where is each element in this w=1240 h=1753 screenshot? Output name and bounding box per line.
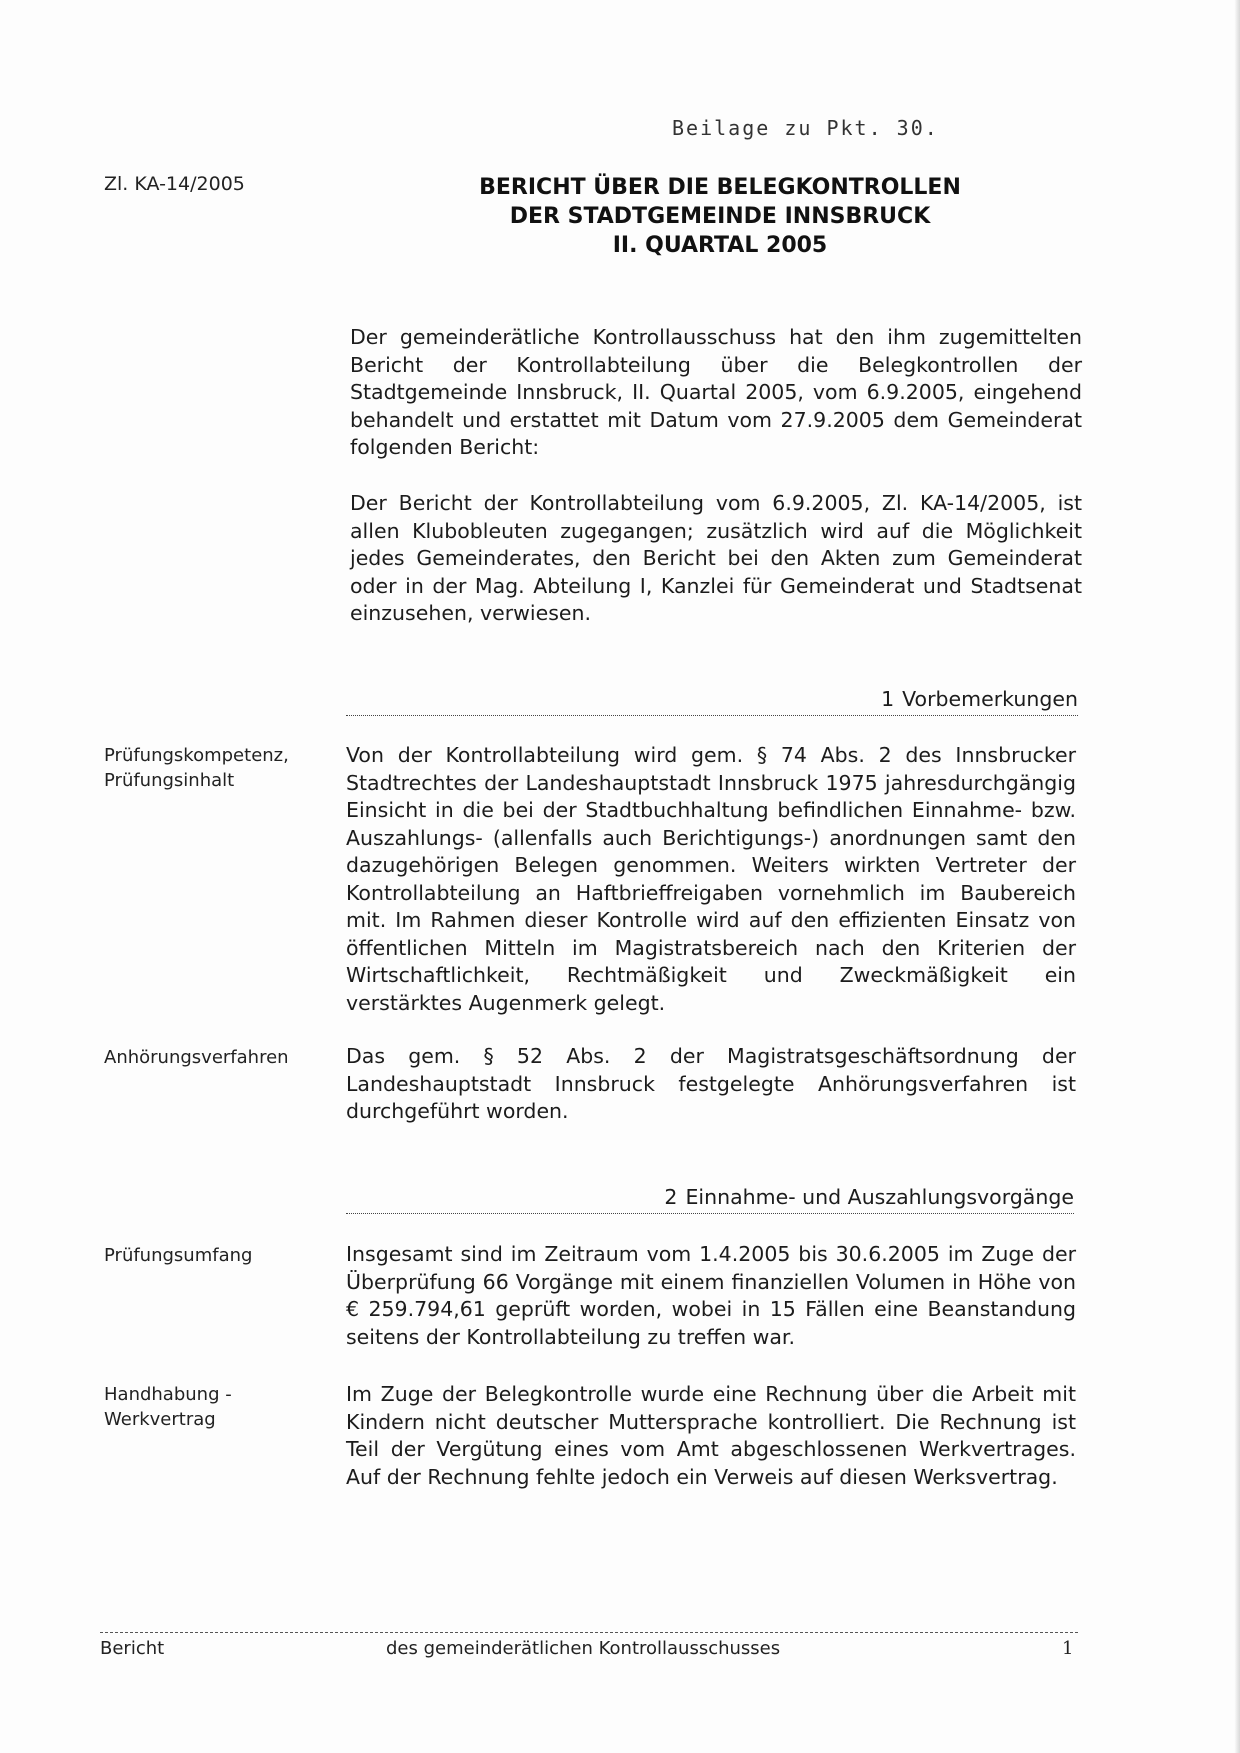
title-line-3: II. QUARTAL 2005 xyxy=(612,233,828,258)
intro-paragraph-1: Der gemeinderätliche Kontrollausschuss hat den ihm zugemittelten Bericht der Kontrollabteilung über die Belegkontrollen der Stadtgemeinde Innsbruck, II. Quartal 2005, vom 6.9.2005, eingehend behandelt und erstattet mit Datum vom 27.9.2005 dem Gemeinderat folgenden Bericht: xyxy=(350,325,1082,459)
paragraph-handhabung-werkvertrag: Im Zuge der Belegkontrolle wurde eine Rechnung über die Arbeit mit Kindern nicht deutscher Muttersprache kontrolliert. Die Rechnung ist Teil der Vergütung eines vom Amt abgeschlossenen Werkvertrages. Auf der Rechnung fehlte jedoch ein Verweis auf diesen Werksvertrag. xyxy=(346,1382,1076,1489)
side-label-pruefungsumfang: Prüfungsumfang xyxy=(104,1245,253,1266)
footer-divider xyxy=(100,1632,1078,1633)
footer-left-text: Bericht xyxy=(100,1638,165,1659)
title-line-2: DER STADTGEMEINDE INNSBRUCK xyxy=(509,204,931,229)
intro-paragraph-2: Der Bericht der Kontrollabteilung vom 6.9.2005, Zl. KA-14/2005, ist allen Klubobleuten zugegangen; zusätzlich wird auf die Möglichkeit jedes Gemeinderates, den Bericht bei den Akten zum Gemeinderat oder in der Mag. Abteilung I, Kanzlei für Gemeinderat und Stadtsenat einzusehen, verwiesen. xyxy=(350,491,1082,625)
page-number: 1 xyxy=(1062,1638,1074,1659)
title-line-1: BERICHT ÜBER DIE BELEGKONTROLLEN xyxy=(479,175,961,200)
section-1-number: 1 xyxy=(881,687,895,711)
side-label-pruefungskompetenz: Prüfungskompetenz, Prüfungsinhalt xyxy=(104,745,289,791)
section-2-number: 2 xyxy=(664,1185,678,1209)
section-2-title: Einnahme- und Auszahlungsvorgänge xyxy=(685,1185,1074,1209)
document-title xyxy=(420,173,1020,260)
scan-edge-shadow xyxy=(1234,0,1240,1753)
footer-center-text: des gemeinderätlichen Kontrollausschusses xyxy=(386,1638,781,1659)
side-label-anhoerungsverfahren: Anhörungsverfahren xyxy=(104,1047,289,1068)
attachment-stamp: Beilage zu Pkt. 30. xyxy=(672,116,939,140)
reference-number: Zl. KA-14/2005 xyxy=(104,173,245,195)
paragraph-anhoerungsverfahren: Das gem. § 52 Abs. 2 der Magistratsgeschäftsordnung der Landeshauptstadt Innsbruck festgelegte Anhörungsverfahren ist durchgeführt worden. xyxy=(346,1044,1076,1123)
side-label-handhabung-werkvertrag: Handhabung - Werkvertrag xyxy=(104,1384,232,1430)
paragraph-pruefungsumfang: Insgesamt sind im Zeitraum vom 1.4.2005 bis 30.6.2005 im Zuge der Überprüfung 66 Vorgänge mit einem finanziellen Volumen in Höhe von € 259.794,61 geprüft worden, wobei in 15 Fällen eine Beanstandung seitens der Kontrollabteilung zu treffen war. xyxy=(346,1242,1076,1349)
section-1-heading xyxy=(346,687,1078,716)
section-2-heading xyxy=(346,1185,1074,1214)
section-1-title: Vorbemerkungen xyxy=(902,687,1078,711)
paragraph-pruefungskompetenz: Von der Kontrollabteilung wird gem. § 74 Abs. 2 des Innsbrucker Stadtrechtes der Landeshauptstadt Innsbruck 1975 jahresdurchgängig Einsicht in die bei der Stadtbuchhaltung befindlichen Einnahme- bzw. Auszahlungs- (allenfalls auch Berichtigungs-) anordnungen samt den dazugehörigen Belegen genommen. Weiters wirkten Vertreter der Kontrollabteilung an Haftbrieffreigaben vornehmlich im Baubereich mit. Im Rahmen dieser Kontrolle wird auf den effizienten Einsatz von öffentlichen Mitteln im Magistratsbereich nach den Kriterien der Wirtschaftlichkeit, Rechtmäßigkeit und Zweckmäßigkeit ein verstärktes Augenmerk gelegt. xyxy=(346,743,1076,1015)
